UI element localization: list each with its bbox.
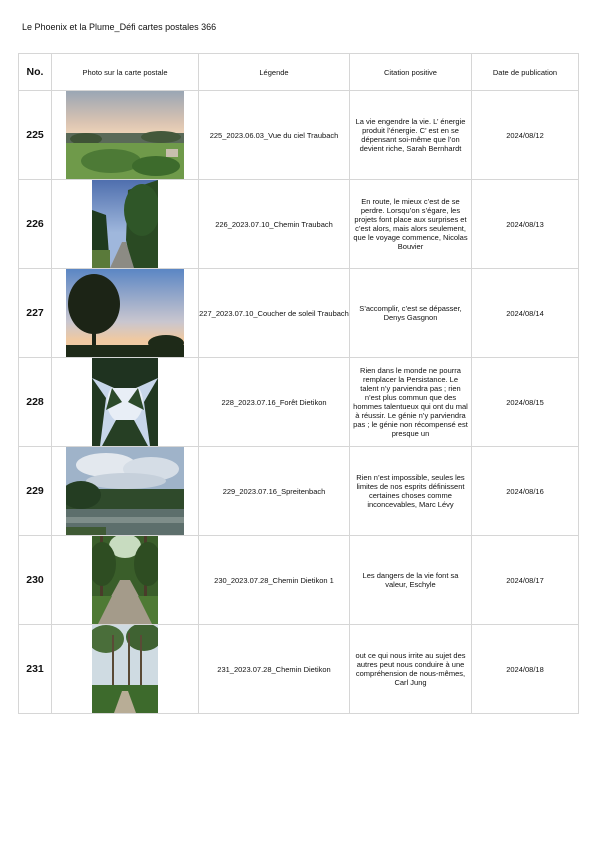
date-cell: 2024/08/16	[472, 447, 579, 536]
header-photo: Photo sur la carte postale	[52, 54, 199, 91]
quote-cell: out ce qui nous irrite au sujet des autres peut nous conduire à une compréhension de nous-mêmes, Carl Jung	[355, 651, 466, 687]
row-number: 228	[19, 358, 52, 447]
date-cell: 2024/08/13	[472, 180, 579, 269]
table-row	[19, 536, 579, 625]
table-row	[19, 180, 579, 269]
date-cell: 2024/08/18	[472, 625, 579, 714]
photo-forest-trail-tall-trees	[92, 625, 158, 713]
date-cell: 2024/08/14	[472, 269, 579, 358]
photo-path-between-trees	[92, 180, 158, 268]
quote-cell: En route, le mieux c’est de se perdre. Lorsqu’on s’égare, les projets font place aux surprises et c’est alors, mais alors seulement, que le voyage commence, Nicolas Bouvier	[353, 197, 468, 251]
row-number: 229	[19, 447, 52, 536]
row-number: 230	[19, 536, 52, 625]
photo-gravel-forest-path	[92, 536, 158, 624]
photo-sunset-meadow-village	[66, 91, 184, 179]
document-title: Le Phoenix et la Plume_Défi cartes postales 366	[22, 22, 217, 32]
table-row	[19, 91, 579, 180]
legend-cell: 229_2023.07.16_Spreitenbach	[199, 447, 350, 536]
date-cell: 2024/08/15	[472, 358, 579, 447]
quote-cell: S’accomplir, c’est se dépasser, Denys Gasgnon	[359, 304, 462, 322]
photo-pond-cloudy-sky	[66, 447, 184, 535]
photo-tree-silhouette-sunset	[66, 269, 184, 357]
row-number: 227	[19, 269, 52, 358]
legend-cell: 226_2023.07.10_Chemin Traubach	[199, 180, 350, 269]
row-number: 225	[19, 91, 52, 180]
row-number: 231	[19, 625, 52, 714]
table-row	[19, 625, 579, 714]
quote-cell: Rien n’est impossible, seules les limites de nos esprits définissent certaines choses comme inconcevables, Marc Lévy	[356, 473, 465, 509]
date-cell: 2024/08/12	[472, 91, 579, 180]
header-legend: Légende	[199, 54, 350, 91]
table-row	[19, 447, 579, 536]
table-header-row	[19, 54, 579, 91]
row-number: 226	[19, 180, 52, 269]
legend-cell: 228_2023.07.16_Forêt Dietikon	[199, 358, 350, 447]
table-row	[19, 358, 579, 447]
date-cell: 2024/08/17	[472, 536, 579, 625]
quote-cell: La vie engendre la vie. L’ énergie produit l’énergie. C’ est en se dépensant soi-même que l’on devient riche, Sarah Bernhardt	[355, 117, 466, 153]
legend-cell: 230_2023.07.28_Chemin Dietikon 1	[199, 536, 350, 625]
quote-cell: Rien dans le monde ne pourra remplacer la Persistance. Le talent n’y parviendra pas ; rien n’est plus commun que des hommes talentueux qui ont du mal à réussir. Le génie n’y parviendra pas ; le génie non récompensé est presque un	[353, 366, 468, 438]
legend-cell: 225_2023.06.03_Vue du ciel Traubach	[199, 91, 350, 180]
quote-cell: Les dangers de la vie font sa valeur, Eschyle	[362, 571, 459, 589]
table-row	[19, 269, 579, 358]
header-date: Date de publication	[472, 54, 579, 91]
postcard-table	[18, 53, 579, 714]
header-quote: Citation positive	[350, 54, 472, 91]
header-no: No.	[19, 54, 52, 91]
legend-cell: 231_2023.07.28_Chemin Dietikon	[199, 625, 350, 714]
legend-cell: 227_2023.07.10_Coucher de soleil Traubach	[199, 269, 350, 358]
photo-forest-canopy-sky	[92, 358, 158, 446]
